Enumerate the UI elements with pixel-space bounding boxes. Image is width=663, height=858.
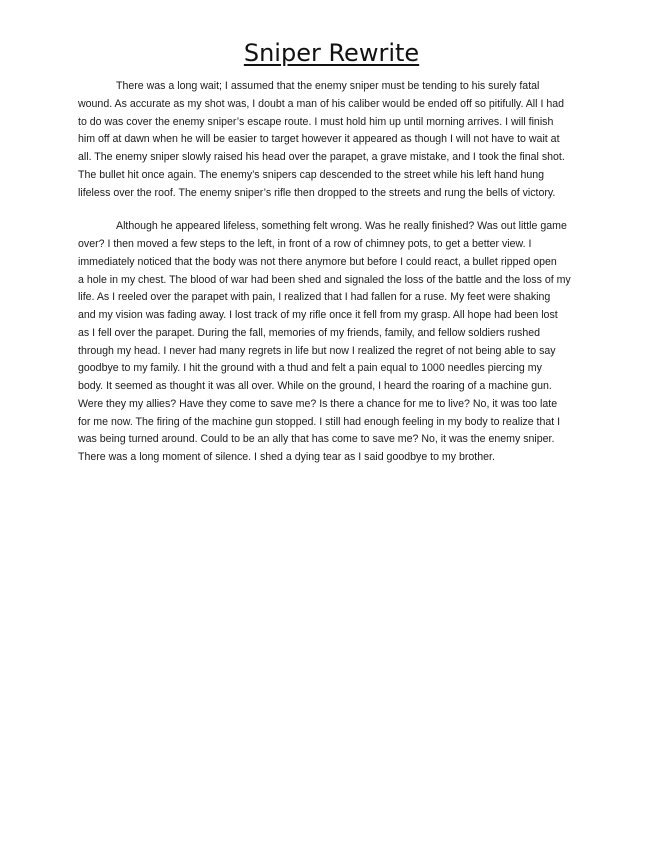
paragraph-line: Were they my allies? Have they come to save me? Is there a chance for me to live? No, it was too late — [78, 397, 558, 410]
paragraph-line: Although he appeared lifeless, something felt wrong. Was he really finished? Was out little game — [116, 220, 567, 233]
paragraph-line: lifeless over the roof. The enemy sniper’s rifle then dropped to the streets and rung the bells of victory. — [78, 186, 556, 199]
paragraph-line: goodbye to my family. I hit the ground with a thud and felt a pain equal to 1000 needles piercing my — [78, 362, 542, 375]
paragraph-line: There was a long wait; I assumed that the enemy sniper must be tending to his surely fatal — [116, 80, 540, 92]
document-title-text: Sniper Rewrite — [243, 39, 420, 67]
paragraph-2 — [78, 218, 588, 467]
paragraph-line: for me now. The firing of the machine gun stopped. I still had enough feeling in my body to realize that I — [78, 415, 561, 428]
paragraph-line: all. The enemy sniper slowly raised his head over the parapet, a grave mistake, and I took the final shot. — [78, 151, 565, 163]
paragraph-line: to do was cover the enemy sniper’s escape route. I must hold him up until morning arrives. I will finish — [78, 115, 554, 128]
paragraph-line: There was a long moment of silence. I shed a dying tear as I said goodbye to my brother. — [78, 451, 495, 463]
paragraph-line: over? I then moved a few steps to the left, in front of a row of chimney pots, to get a better view. I — [78, 238, 532, 250]
paragraph-line: and my vision was fading away. I lost track of my rifle once it fell from my grasp. All hope had been lost — [78, 309, 558, 321]
paragraph-line: him off at dawn when he will be easier to target however it appeared as though I will not have to wait at — [78, 133, 560, 146]
paragraph-line: immediately noticed that the body was not there anymore but before I could react, a bullet ripped open — [78, 255, 557, 268]
document-title — [0, 38, 663, 68]
paragraph-1 — [78, 78, 588, 202]
paragraph-line: through my head. I never had many regrets in life but now I realized the regret of not being able to say — [78, 344, 556, 357]
document-body — [78, 78, 588, 483]
paragraph-line: as I fell over the parapet. During the fall, memories of my friends, family, and fellow soldiers rushed — [78, 326, 541, 339]
paragraph-line: was being turned around. Could to be an ally that has come to save me? No, it was the enemy sniper. — [78, 433, 555, 446]
paragraph-line: life. As I reeled over the parapet with pain, I realized that I had fallen for a ruse. My feet were shaking — [78, 291, 551, 304]
paragraph-line: The bullet hit once again. The enemy’s snipers cap descended to the street while his left hand hung — [78, 168, 545, 181]
paragraph-line: wound. As accurate as my shot was, I doubt a man of his caliber would be ended off so pitifully. All I had — [78, 97, 565, 110]
paragraph-line: a hole in my chest. The blood of war had been shed and signaled the loss of the battle and the loss of my — [78, 273, 571, 286]
paragraph-line: body. It seemed as thought it was all over. While on the ground, I heard the roaring of a machine gun. — [78, 380, 552, 392]
